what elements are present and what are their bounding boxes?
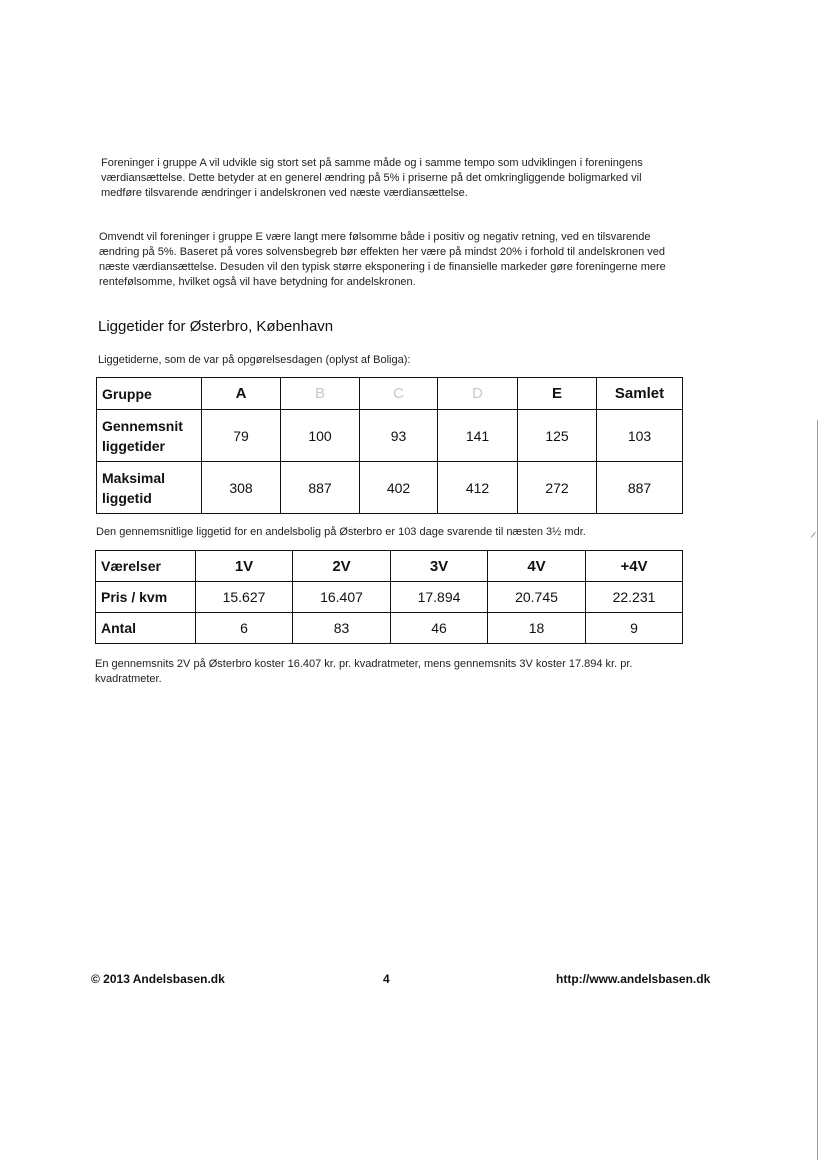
table-cell: 9 [586,613,683,644]
table-row [97,410,683,462]
header-cell-gruppe: Gruppe [97,378,202,410]
table-cell: 83 [293,613,391,644]
header-cell-a: A [202,378,281,410]
header-cell-3v: 3V [391,551,488,582]
average-liggetid-note: Den gennemsnitlige liggetid for en andelsbolig på Østerbro er 103 dage svarende til næsten 3½ mdr. [96,526,586,538]
table-cell: 308 [202,462,281,514]
table-cell: 887 [597,462,683,514]
header-cell-b: B [281,378,360,410]
header-cell-samlet: Samlet [597,378,683,410]
table-cell: 402 [360,462,438,514]
liggetider-table [96,377,683,514]
table-header-row [97,378,683,410]
table-row [96,582,683,613]
table-cell: 412 [438,462,518,514]
table-cell: 887 [281,462,360,514]
header-cell-vaerelser: Værelser [96,551,196,582]
table-cell: 16.407 [293,582,391,613]
table-intro-text: Liggetiderne, som de var på opgørelsesdagen (oplyst af Boliga): [98,354,411,366]
table-row [97,462,683,514]
table-cell: 17.894 [391,582,488,613]
table-cell: 79 [202,410,281,462]
row-label: Pris / kvm [96,582,196,613]
header-cell-2v: 2V [293,551,391,582]
row-label: Antal [96,613,196,644]
table-cell: 100 [281,410,360,462]
table-cell: 20.745 [488,582,586,613]
header-cell-4v: 4V [488,551,586,582]
row-label: Gennemsnit liggetider [97,410,202,462]
header-cell-d: D [438,378,518,410]
table-cell: 103 [597,410,683,462]
scan-edge-line [817,420,818,1160]
table-cell: 6 [196,613,293,644]
pris-table [95,550,683,644]
table-cell: 18 [488,613,586,644]
footer-page-number: 4 [383,972,390,986]
paragraph-group-e: Omvendt vil foreninger i gruppe E være langt mere følsomme både i positiv og negativ retning, ved en tilsvarende ændring på 5%. Baseret på vores solvensbegreb bør effekten her være på mindst 20% i forhold til andelskronen ved næste værdiansættelse. Desuden vil den typisk større eksponering i de finansielle markeder gøre foreningerne mere rentefølsomme, hvilket også vil have betydning for andelskronen. [99,231,666,288]
header-cell-e: E [518,378,597,410]
table-cell: 93 [360,410,438,462]
header-cell-c: C [360,378,438,410]
table-cell: 141 [438,410,518,462]
section-heading: Liggetider for Østerbro, København [98,318,334,335]
table-cell: 125 [518,410,597,462]
table-cell: 22.231 [586,582,683,613]
footer-url: http://www.andelsbasen.dk [556,972,711,986]
paragraph-group-a: Foreninger i gruppe A vil udvikle sig stort set på samme måde og i samme tempo som udviklingen i foreningens værdiansættelse. Dette betyder at en generel ændring på 5% i priserne på det omkringliggende boligmarked vil medføre tilsvarende ændringer i andelskronen ved næste værdiansættelse. [101,157,643,199]
row-label: Maksimal liggetid [97,462,202,514]
header-cell-plus4v: +4V [586,551,683,582]
table-cell: 272 [518,462,597,514]
table-cell: 46 [391,613,488,644]
table-row [96,613,683,644]
table-cell: 15.627 [196,582,293,613]
table-header-row [96,551,683,582]
header-cell-1v: 1V [196,551,293,582]
footer-copyright: © 2013 Andelsbasen.dk [91,972,225,986]
price-note: En gennemsnits 2V på Østerbro koster 16.407 kr. pr. kvadratmeter, mens gennemsnits 3V koster 17.894 kr. pr. kvadratmeter. [95,658,633,685]
scan-edge-mark [811,532,816,538]
